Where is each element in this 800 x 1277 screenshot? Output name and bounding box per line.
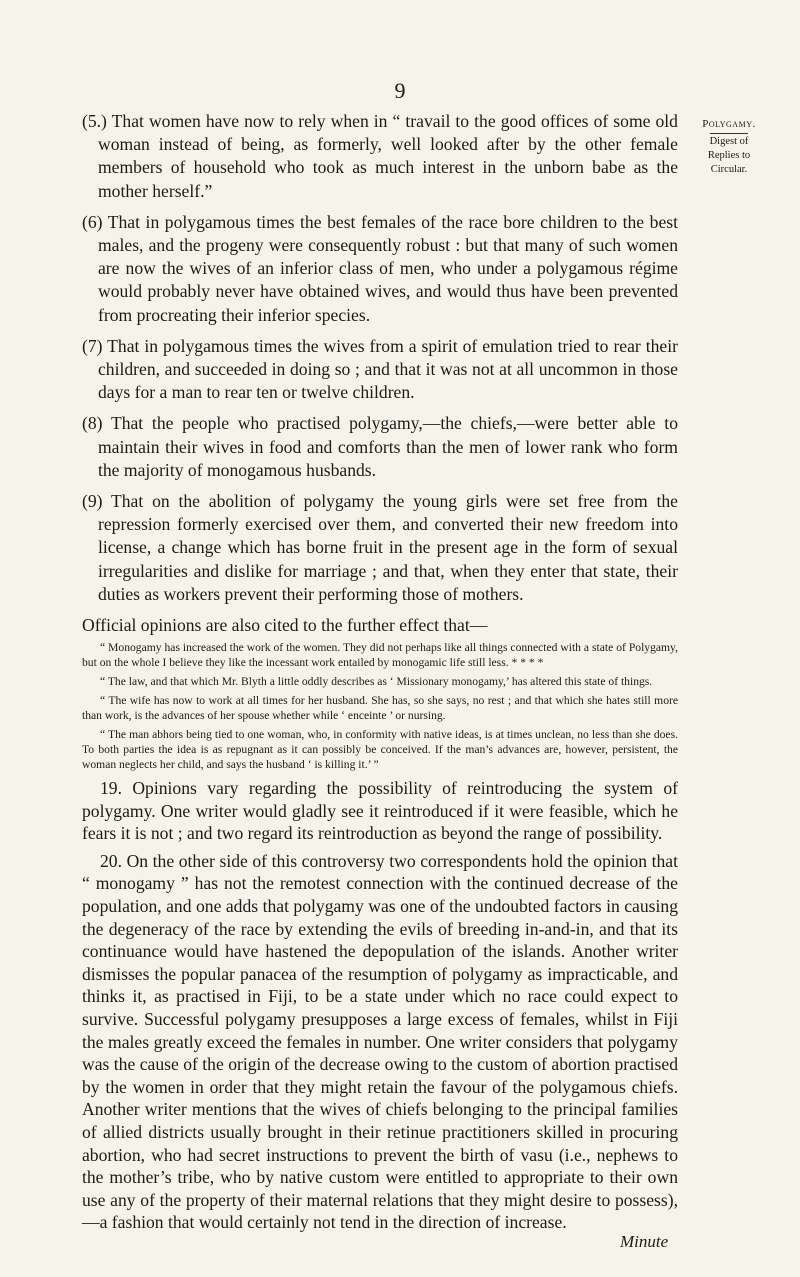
official-opinions-lead: Official opinions are also cited to the further effect that—	[82, 615, 488, 636]
margin-note-section: Polygamy.	[702, 118, 756, 130]
quote-paragraph: “ Monogamy has increased the work of the women. They did not perhaps like all things connected with a state of Polygamy, but on the whole I believe they like the incessant work entailed by monogamic life still less. * * * *	[82, 641, 678, 670]
catchword: Minute	[620, 1232, 669, 1251]
item-number: (7)	[82, 335, 103, 356]
item-number: (9)	[82, 491, 103, 512]
item-text: That the people who practised polygamy,—the chiefs,—were better able to maintain their wives in food and comforts than the men of lower rank who form the majority of monogamous husbands.	[98, 413, 678, 480]
item-number: (6)	[82, 211, 103, 232]
quote-paragraph: “ The man abhors being tied to one woman, who, in conformity with native ideas, is at times unclean, no less than she does. To both parties the idea is as repugnant as it can possibly be conceived. If the man’s advances are, however, persistent, the woman neglects her child, and says the husband ‘ is killing it.’ ”	[82, 728, 678, 772]
quote-paragraph: “ The wife has now to work at all times for her husband. She has, so she says, no rest ; and that which she hates still more than work, is the advances of her spouse whether while ‘ enceinte ’ or nursing.	[82, 694, 678, 723]
margin-notes	[684, 117, 774, 177]
item-text: That women have now to rely when in “ travail to the good offices of some old woman instead of being, as formerly, well looked after by the other female members of household who took as much interest in the unborn babe as the mother herself.”	[98, 111, 678, 201]
list-item	[82, 211, 678, 327]
list-item	[82, 110, 678, 203]
item-number: (5.)	[82, 111, 107, 131]
page-content	[82, 110, 678, 1234]
list-item	[82, 412, 678, 482]
item-text: That in polygamous times the wives from a spirit of emulation tried to rear their children, and succeeded in doing so ; and that it was not at all uncommon in those days for a man to rear ten or twelve children.	[98, 335, 678, 403]
quote-paragraph: “ The law, and that which Mr. Blyth a little oddly describes as ‘ Missionary monogamy,’ has altered this state of things.	[100, 675, 653, 689]
item-text: That on the abolition of polygamy the young girls were set free from the repression formerly exercised over them, and converted their new freedom into license, a change which has borne fruit in the present age in the form of sexual irregularities and dislike for marriage ; and that, when they enter that state, their duties as workers prevent their performing those of mothers.	[98, 491, 678, 604]
item-text: That in polygamous times the best females of the race bore children to the best males, and the progeny were consequently robust : but that many of such women are now the wives of an inferior class of men, who under a polygamous régime would probably never have obtained wives, and would thus have been prevented from procreating their inferior species.	[98, 211, 678, 325]
item-number: (8)	[82, 413, 103, 434]
list-item	[82, 335, 678, 405]
page-number: 9	[394, 78, 406, 103]
section-20-paragraph: 20. On the other side of this controversy two correspondents hold the opinion that “ monogamy ” has not the remotest connection with the continued decrease of the population, and one adds that polygamy was one of the undoubted factors in causing the degeneracy of the race by extending the evils of breeding in-and-in, and that its continuance would have hastened the depopulation of the islands. Another writer dismisses the popular panacea of the resumption of polygamy as impracticable, and thinks it, as practised in Fiji, to be a state under which no race could expect to survive. Successful polygamy presupposes a large excess of females, whilst in Fiji the males greatly exceed the females in number. One writer considers that polygamy was the cause of the origin of the decrease owing to the custom of abortion practised by the women in order that they might retain the favour of the polygamous chiefs. Another writer mentions that the wives of chiefs belonging to the principal families of allied districts usually brought in their retinue practitioners skilled in procuring abortion, who had secret instructions to prevent the birth of vasu (i.e., nephews to the mother’s tribe, who by native custom were entitled to appropriate to their own use any of the property of their maternal relations that they might desire to possess),—a fashion that would certainly not tend in the direction of increase.	[82, 850, 678, 1233]
list-item	[82, 490, 678, 606]
section-19-paragraph: 19. Opinions vary regarding the possibility of reintroducing the system of polygamy. One writer would gladly see it reintroduced if it were feasible, which he fears it is not ; and two regard its reintroduction as beyond the range of possibility.	[82, 778, 678, 844]
margin-note-replies: Replies to	[707, 150, 751, 161]
margin-note-digest: Digest of	[710, 133, 749, 149]
margin-note-circular: Circular.	[710, 164, 748, 175]
